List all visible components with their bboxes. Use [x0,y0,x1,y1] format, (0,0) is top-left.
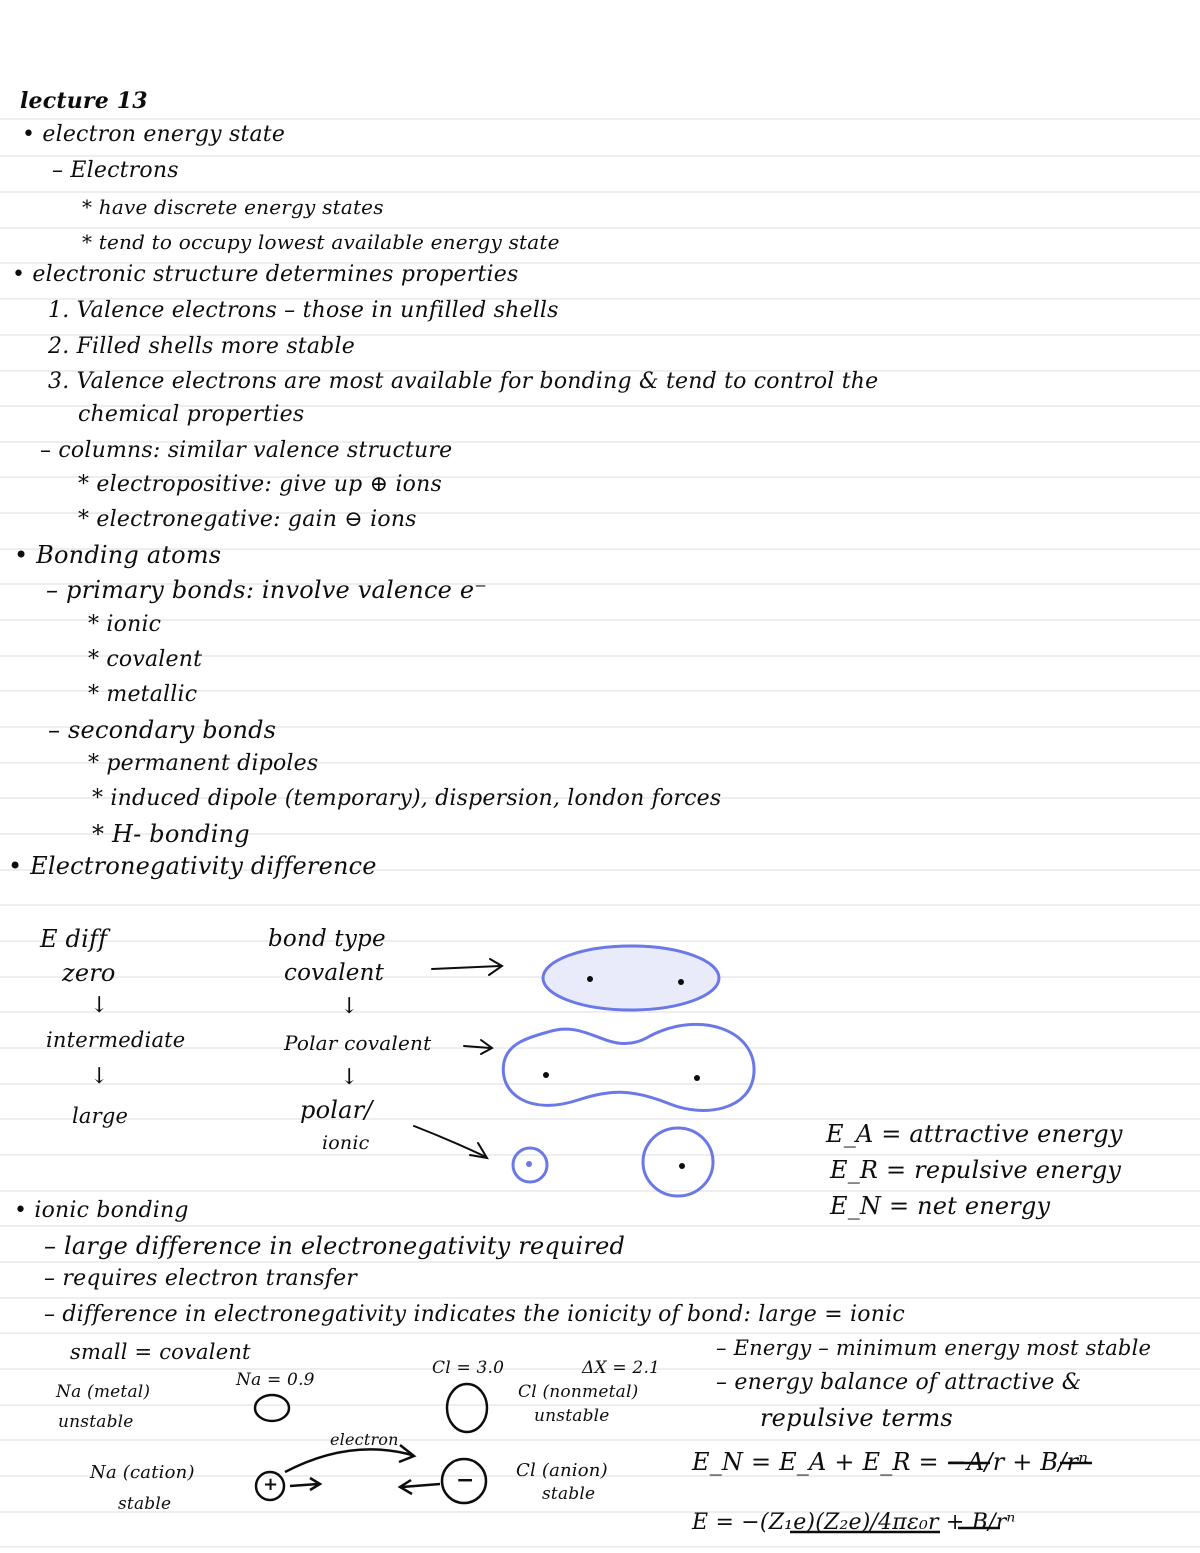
delta-x: ΔX = 2.1 [582,1358,661,1378]
na-cation-label: Na (cation) [90,1462,195,1483]
note-line: – energy balance of attractive & [716,1370,1082,1395]
col-ediff-large: large [72,1104,129,1128]
note-line: – columns: similar valence structure [40,438,453,463]
electron-transfer-arc [285,1449,412,1472]
nucleus-dot [679,1163,685,1169]
page-title: lecture 13 [20,88,148,114]
arrow-left [402,1484,440,1487]
note-line: • ionic bonding [14,1198,189,1223]
nucleus-dot [694,1075,700,1081]
polar-covalent-electron-cloud [503,1024,754,1110]
covalent-electron-cloud [543,946,719,1010]
net-energy-equation: E_N = E_A + E_R = −A/r + B/rⁿ [692,1448,1089,1476]
note-line: * permanent dipoles [88,751,319,776]
note-line: chemical properties [78,402,305,427]
nucleus-dot [543,1072,549,1078]
arrow-polar-covalent [464,1046,490,1048]
note-line: • electron energy state [22,122,286,147]
note-line: • Bonding atoms [14,541,222,569]
nucleus-dot [526,1161,532,1167]
plus-sign: + [263,1474,279,1495]
electron-transfer-label: electron [330,1430,399,1449]
arrows [414,959,502,1158]
cl-nonmetal-label: Cl (nonmetal) [518,1382,639,1402]
note-line: * electronegative: gain ⊖ ions [78,507,417,532]
note-line: – large difference in electronegativity required [44,1232,626,1260]
col-bondtype-heading: bond type [268,926,386,952]
note-line: * electropositive: give up ⊕ ions [78,472,442,497]
minus-sign: − [456,1467,475,1493]
bondtype-polar-covalent: Polar covalent [284,1031,432,1055]
nucleus-dot [678,979,684,985]
note-line: – secondary bonds [48,716,277,744]
col-ediff-heading: E diff [40,925,108,953]
arrow-covalent [432,966,500,969]
note-line: – primary bonds: involve valence e⁻ [46,576,488,604]
down-arrow: ↓ [340,1065,359,1090]
na-cation-state: stable [118,1494,172,1514]
na-electronegativity: Na = 0.9 [236,1370,315,1390]
legend-attractive: E_A = attractive energy [826,1120,1123,1148]
bondtype-ionic: ionic [322,1132,370,1154]
note-line: – requires electron transfer [44,1266,358,1291]
legend-net: E_N = net energy [830,1192,1051,1220]
note-line: * have discrete energy states [82,195,384,219]
note-line: repulsive terms [760,1404,953,1432]
col-ediff-zero: zero [62,959,116,987]
na-metal-state: unstable [58,1412,134,1432]
note-line: * covalent [88,647,203,672]
bondtype-covalent: covalent [284,960,385,986]
note-line: * tend to occupy lowest available energy state [82,230,560,254]
col-ediff-intermediate: intermediate [46,1028,186,1052]
note-line: * H- bonding [92,820,250,848]
note-line: * metallic [88,682,198,707]
down-arrow: ↓ [90,1064,109,1089]
arrow-ionic [414,1126,484,1156]
bondtype-polar: polar/ [300,1096,373,1124]
note-line: – Energy – minimum energy most stable [716,1336,1152,1360]
note-line: * ionic [88,612,162,637]
cl-anion-label: Cl (anion) [516,1460,608,1481]
note-line: 3. Valence electrons are most available for bonding & tend to control the [48,369,879,394]
note-line: 1. Valence electrons – those in unfilled shells [48,298,559,323]
anion-cloud [643,1128,713,1196]
legend-repulsive: E_R = repulsive energy [830,1156,1122,1184]
cl-atom [447,1384,487,1432]
note-line: • electronic structure determines properties [12,262,519,287]
cl-electronegativity: Cl = 3.0 [432,1358,505,1378]
note-line: small = covalent [70,1340,251,1364]
na-metal-label: Na (metal) [56,1382,151,1402]
down-arrow: ↓ [90,993,109,1018]
note-line: – Electrons [52,158,179,183]
note-line: * induced dipole (temporary), dispersion, london forces [92,786,722,811]
na-atom [255,1395,289,1421]
coulomb-equation: E = −(Z₁e)(Z₂e)/4πε₀r + B/rⁿ [692,1510,1016,1535]
note-line: – difference in electronegativity indicates the ionicity of bond: large = ionic [44,1302,905,1327]
nucleus-dot [587,976,593,982]
note-line: • Electronegativity difference [8,852,377,880]
down-arrow: ↓ [340,994,359,1019]
note-line: 2. Filled shells more stable [48,334,355,359]
cl-nonmetal-state: unstable [534,1406,610,1426]
arrow-short [290,1484,318,1486]
cl-anion-state: stable [542,1484,596,1504]
